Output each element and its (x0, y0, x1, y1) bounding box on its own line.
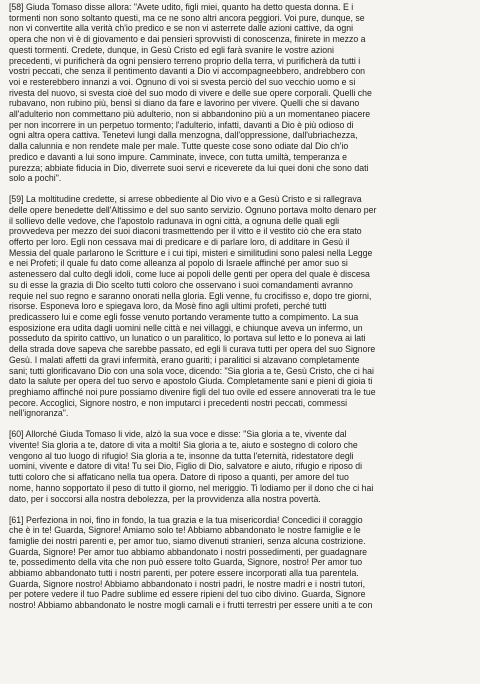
text-line: voi e resterebbero innanzi a voi. Ognuno di voi si svesta perciò del suo vecchio uomo e si (9, 76, 356, 87)
text-line: uomini, vivente e datore di vita! Tu sei Dio, Figlio di Dio, salvatore e aiuto, rifugio e riposo di (9, 461, 363, 472)
text-line: nome, hanno sopportato il peso di tutto il giorno, nel meriggio. Ti lodiamo per il dono che ci hai (9, 482, 374, 493)
text-line: predico e davanti a lui sono impure. Camminate, invece, con tutta umiltà, temperanza e (9, 151, 348, 162)
text-line: abbiamo abbandonato tutti i nostri parenti, per potere essere incorporati alla tua parentela. (9, 568, 359, 579)
text-line: provvedeva per mezzo dei suoi diaconi trasmettendo per il vitto e il vestito ciò che era stato (9, 226, 362, 237)
paragraph-60 (9, 429, 473, 504)
text-line: della strada dove sapeva che sarebbe passato, ed egli li curava tutti per opera del suo Signore (9, 344, 376, 355)
text-line: precedenti, vi purificherà da ogni pensiero terreno proprio della terra, vi purificherà da tutti i (9, 55, 361, 66)
text-line: famiglie dei nostri parenti e, per amor tuo, siamo divenuti stranieri, senza alcuna costrizione. (9, 535, 366, 546)
text-line: posseduto da spirito cattivo, un lunatico o un paralitico, lo portava sul letto e lo poneva ai lati (9, 333, 366, 344)
text-line: non vi convertite alla verità ch'io predico e se non vi asterrete dalle azioni cattive, da ogni (9, 23, 354, 34)
text-line: opera che non vi è di giovamento e dai pensieri sprovvisti di conoscenza, finirete in mezzo a (9, 34, 366, 45)
text-line: pecore. Accoglici, Signore nostro, e non imputarci i precedenti nostri peccati, commessi (9, 397, 348, 408)
text-line: [59] La moltitudine credette, si arrese obbediente al Dio vivo e a Gesù Cristo e si rallegrava (9, 194, 362, 205)
text-line: preghiamo affinché noi pure possiamo divenire figli del tuo ovile ed essere annoverati tra le tue (9, 386, 376, 397)
text-line: vivente! Sia gloria a te, datore di vita a molti! Sia gloria a te, aiuto e sostegno di coloro che (9, 440, 358, 451)
text-line: Guarda, Signore! Per amor tuo abbiamo abbandonato i nostri possedimenti, per guadagnare (9, 546, 368, 557)
text-line: su di esse la grazia di Dio scelto tutti coloro che osservano i suoi comandamenti avranno (9, 279, 353, 290)
text-line: il sollievo delle vedove, che l'apostolo radunava in ogni città, a ognuna delle quali egli (9, 215, 340, 226)
text-line: Messia del quale parlarono le Scritture e i cui tipi, misteri e similitudini sono palesi nella Legge (9, 247, 373, 258)
text-line: tutti coloro che si affaticano nella tua opera. Datore di riposo a quanti, per amore del tuo (9, 472, 349, 483)
text-line: nostro! Abbiamo abbandonato le nostre mogli carnali e i frutti terrestri per essere uniti a te con (9, 600, 373, 611)
text-line: sani; tutti glorificavano Dio con una sola voce, dicendo: "Sia gloria a te, Gesù Cristo, che ci hai (9, 365, 374, 376)
text-line: risorse. Esponeva loro e spiegava loro, da Mosè fino agli ultimi profeti, perché tutti (9, 301, 327, 312)
text-line: rubavano, non rubino più, bensì si diano da fare e lavorino per vivere. Quelli che si davano (9, 98, 360, 109)
text-line: per non incorrere in un perpetuo tormento; l'adulterio, infatti, davanti a Dio è più odioso di (9, 119, 354, 130)
text-line: predicassero lui e come egli fosse venuto portando veramente tutto a compimento. La sua (9, 311, 359, 322)
text-line: all'adulterio non commettano più adulterio, non si abbandonino più a un momentaneo piacere (9, 109, 371, 120)
text-line: te, possedimento della vita che non può essere tolto Guarda, Signore, nostro! Per amor tuo (9, 557, 363, 568)
paragraph-58 (9, 2, 473, 184)
text-line: vengono al tuo luogo di rifugio! Sia gloria a te, insonne da tutta l'eternità, ridestatore degli (9, 450, 354, 461)
text-line: esposizione era udita dagli uomini nelle città e nei villaggi, e chiunque aveva un infermo, un (9, 322, 363, 333)
text-line: requie nel suo regno e saranno onorati nella gloria. Egli venne, fu crocifisso e, dopo tre giorni, (9, 290, 372, 301)
text-line: rivesta del nuovo, si svesta cioè del suo modo di vivere e delle sue opere corporali. Quelli che (9, 87, 372, 98)
text-line: Guarda, Signore nostro! Abbiamo abbandonato i nostri padri, le nostre madri e i nostri tutori, (9, 578, 366, 589)
text-line: dato la salute per opera del tuo servo e apostolo Giuda. Completamente sani e pieni di gioia ti (9, 376, 373, 387)
text-line: ogni altra opera cattiva. Tenetevi lungi dalla menzogna, dall'oppressione, dall'ubriachezza, (9, 130, 358, 141)
text-line: offerto per loro. Egli non cessava mai di predicare e di parlare loro, di additare in Gesù il (9, 237, 350, 248)
text-line: che è in te! Guarda, Signore! Amiamo solo te! Abbiamo abbandonato le nostre famiglie e le (9, 525, 361, 536)
text-line: dato, per i soccorsi alla nostra debolezza, per la provvidenza alla nostra povertà. (9, 493, 321, 504)
text-line: Gesù. I malati affetti da gravi infermità, erano guariti; i paralitici si alzavano completamente (9, 354, 360, 365)
text-line: delle opere benedette dell'Altissimo e del suo santo servizio. Ognuno portava molto denaro per (9, 204, 377, 215)
text-line: astenessero dal culto degli idoli, come luce ai popoli delle genti per opera del quale è discesa (9, 269, 370, 280)
text-line: [61] Perfeziona in noi, fino in fondo, la tua grazia e la tua misericordia! Concedici il coraggio (9, 514, 363, 525)
paragraph-59 (9, 194, 473, 419)
text-line: tormenti non sono soltanto questi, ma ce ne sono altri ancora peggiori. Voi pure, dunque, se (9, 12, 365, 23)
text-line: e nei Profeti; il quale fu dato come alleanza al popolo di Israele affinché per amor suo si (9, 258, 348, 269)
text-line: nell'ignoranza". (9, 408, 69, 419)
text-line: per potere vedere il tuo Padre sublime ed essere ripieni del tuo cibo divino. Guarda, Signore (9, 589, 366, 600)
text-line: vostri peccati, che senza il pentimento davanti a Dio vi accompagneebbero, andrebbero con (9, 66, 366, 77)
text-line: [58] Giuda Tomaso disse allora: "Avete udito, figli miei, quanto ha detto questa donna. E i (9, 2, 354, 12)
text-line: dalla calunnia e non rendete male per male. Tutte queste cose sono odiate dal Dio ch'io (9, 141, 349, 152)
text-line: questi tormenti. Credete, dunque, in Gesù Cristo ed egli farà svanire le vostre azioni (9, 44, 334, 55)
text-line: solo a pochi". (9, 173, 62, 184)
text-line: [60] Allorché Giuda Tomaso li vide, alzò la sua voce e disse: "Sia gloria a te, vivente dal (9, 429, 347, 440)
paragraph-61 (9, 515, 473, 611)
text-line: purezza; abbiate fiducia in Dio, diverrete suoi servi e riceverete da lui quei doni che sono dati (9, 162, 369, 173)
